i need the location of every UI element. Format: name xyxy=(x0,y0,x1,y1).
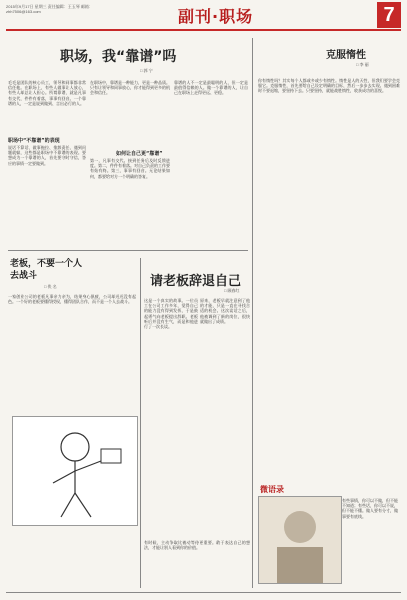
main-article-col2b: 第一，凡事有交代。接到任务后及时反馈进度。第二，件件有着落。对自己负责的工作要有始有终。第三，事事有回音。无论结果如何，都要给对方一个明确的答复。 xyxy=(90,158,170,179)
portrait-icon xyxy=(259,497,341,583)
main-subheading-2: 如何让自己更“靠谱” xyxy=(116,151,163,157)
boss-alone-text: 一家创业公司的老板凡事亲力亲为，结果身心俱疲，公司却迟迟没有起色。一个好的老板要懂得授权，懂得团队合作，而不是一个人去战斗。 xyxy=(8,294,136,305)
issue-meta: 2015年9月17日 星期三 责任编辑：王玉琴 邮箱：zhh7506@163.com xyxy=(6,4,93,14)
main-article-col3: 靠谱的人不一定是最聪明的人，但一定是最值得信赖的人。做一个靠谱的人，让自己在职场上走得更远、更稳。 xyxy=(174,80,248,96)
boss-resign-col3: 有时候，主动争取比被动等待更重要。敢于表达自己的想法，才能让别人看到你的价值。 xyxy=(144,540,250,551)
main-article-col1b: 说话不算话、做事拖拉、推卸责任、遇到问题就躲，这些都是职场中不靠谱的表现。要想成为一个靠谱的人，首先要守时守信，答应的事情一定要做到。 xyxy=(8,145,86,166)
page-number: 7 xyxy=(377,2,401,28)
column-divider-2 xyxy=(140,258,141,588)
section-title: 副刊·职场 xyxy=(178,7,254,26)
cartoon-drawing-icon xyxy=(13,417,137,525)
main-article-col2: 在职场中，靠谱是一种能力，更是一种品质。只有让领导和同事放心，你才能得到更多的机会和信任。 xyxy=(90,80,170,96)
weibo-label: 微语录 xyxy=(260,485,284,494)
weibo-image xyxy=(258,496,342,584)
bottom-rule xyxy=(6,592,401,593)
boss-resign-col1: 这是一个真实的故事。一位员工在公司工作多年，觉得自己的能力没有得到发挥，于是鼓起勇气向老板提出辞职。老板听后并没有生气，而是和他进行了一次长谈。 xyxy=(144,298,198,330)
boss-resign-byline: □ 顾春红 xyxy=(224,288,240,293)
side-article-text: 你有惰性吗？其实每个人都或多或少有惰性。惰性是人的天性，但我们要学会克服它。克服惰性，首先要给自己设定明确的目标，然后一步步去实现。遇到困难时不要退缩，要坚持下去。只要坚持，就能战胜惰性，收获成功的喜悦。 xyxy=(258,78,400,94)
boss-resign-col2: 原来，老板早就注意到了他的才能，只是一直在寻找合适的机会。这次谈话之后，他被调到了新的岗位，很快就做出了成绩。 xyxy=(200,298,250,324)
side-article-title: 克服惰性 xyxy=(326,50,366,61)
main-article-byline: □ 郭 宁 xyxy=(140,68,153,73)
main-subheading-1: 职场中“不靠谱”的表现 xyxy=(8,138,60,144)
boss-alone-byline: □ 佚 名 xyxy=(44,284,57,289)
side-article-byline: □ 李 丽 xyxy=(356,62,369,67)
page-header xyxy=(0,0,407,30)
boss-alone-title: 老板，不要一个人去战斗 xyxy=(10,259,83,281)
main-article-col1: 毛毛是团队的核心员工，领导和同事都非常信任他。在职场上，有些人做事让人放心，有些人却总让人担心。所谓靠谱，就是凡事有交代，件件有着落，事事有回音。一个靠谱的人，一定是说到做到、言出必行的人。 xyxy=(8,80,86,106)
boss-resign-title: 请老板辞退自己 xyxy=(150,274,242,289)
weibo-text: 有些事情，你可以不做，但不能不知道；有些话，你可以不说，但不能不懂。做人要有分寸，做事要有底线。 xyxy=(342,498,398,519)
column-divider xyxy=(252,38,253,588)
cartoon-illustration xyxy=(12,416,138,526)
main-article-title: 职场，我“靠谱”吗 xyxy=(60,49,177,65)
header-rule xyxy=(6,29,401,31)
section-divider xyxy=(8,250,248,251)
